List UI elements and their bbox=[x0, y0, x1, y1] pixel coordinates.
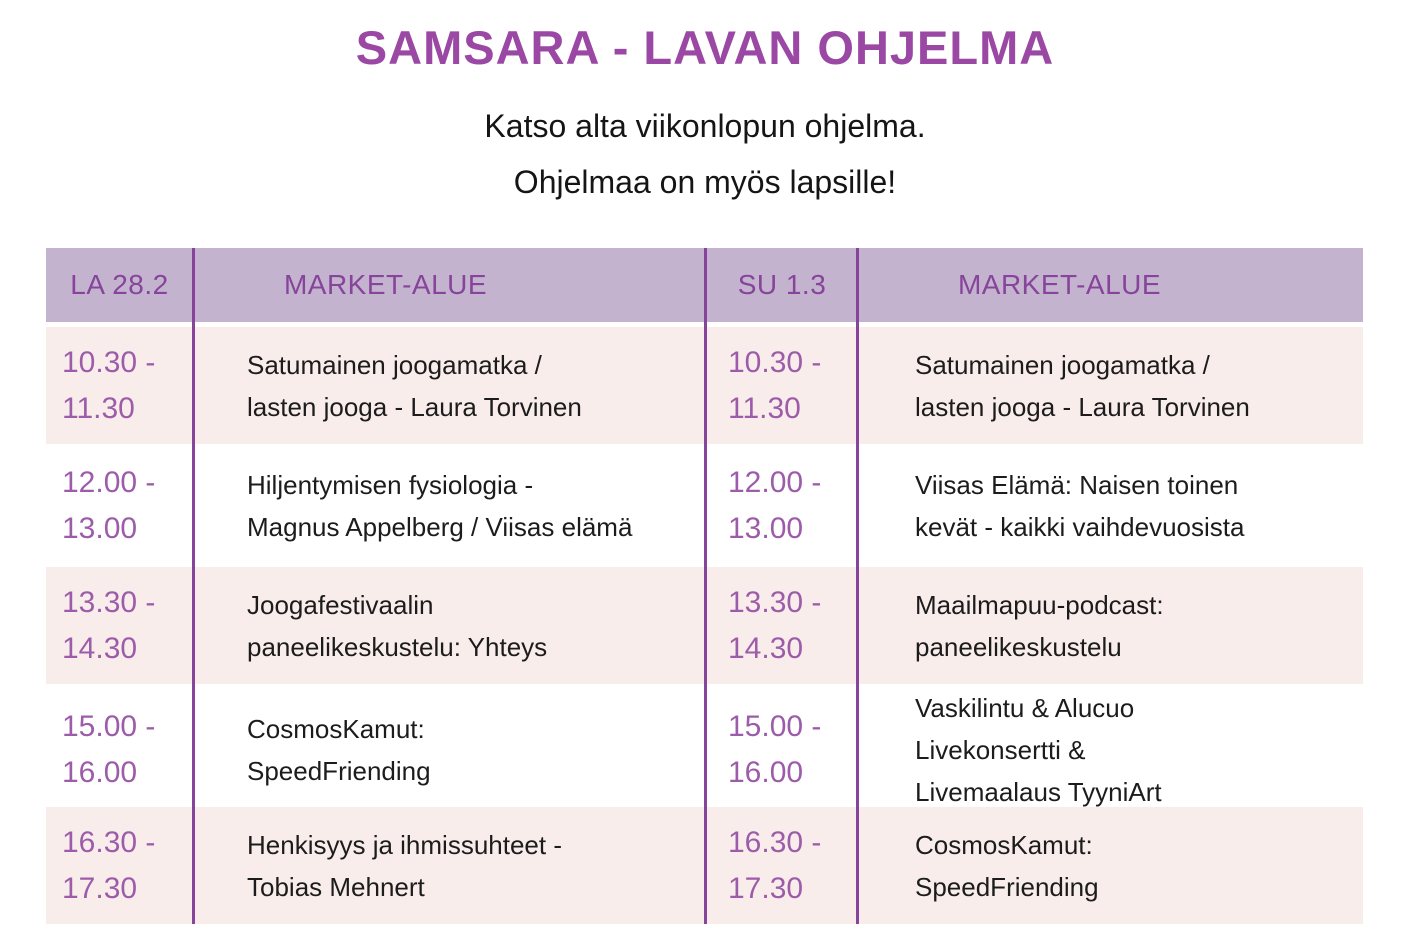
time-cell bbox=[706, 447, 858, 564]
subtitle bbox=[0, 98, 1410, 210]
time-cell bbox=[46, 687, 193, 813]
event-text: lasten jooga - Laura Torvinen bbox=[247, 391, 582, 422]
venue-header-sunday: MARKET-ALUE bbox=[957, 269, 1162, 300]
event-cell bbox=[193, 687, 706, 813]
event-text: Satumainen joogamatka / bbox=[247, 349, 542, 380]
time-text: 13.00 bbox=[728, 511, 804, 545]
time-cell bbox=[706, 687, 858, 813]
time-text: 16.00 bbox=[728, 756, 804, 789]
event-cell bbox=[858, 687, 1363, 813]
time-text: 13.00 bbox=[62, 511, 138, 545]
time-text: 11.30 bbox=[62, 391, 135, 425]
event-cell bbox=[193, 447, 706, 564]
event-text: Magnus Appelberg / Viisas elämä bbox=[247, 511, 633, 542]
time-cell bbox=[706, 327, 858, 444]
schedule-table bbox=[46, 248, 1363, 924]
event-text: Satumainen joogamatka / bbox=[915, 349, 1210, 380]
venue-header-saturday: MARKET-ALUE bbox=[283, 269, 488, 300]
column-divider bbox=[704, 248, 707, 924]
event-text: paneelikeskustelu bbox=[915, 631, 1122, 662]
time-text: 17.30 bbox=[728, 871, 804, 905]
day-header-saturday: LA 28.2 bbox=[70, 269, 169, 300]
time-cell bbox=[706, 567, 858, 684]
event-cell bbox=[858, 567, 1363, 684]
event-text: CosmosKamut: bbox=[915, 829, 1093, 860]
subtitle-line-2: Ohjelmaa on myös lapsille! bbox=[513, 164, 897, 200]
subtitle-line-1: Katso alta viikonlopun ohjelma. bbox=[484, 108, 926, 144]
column-divider bbox=[856, 248, 859, 924]
time-text: 10.30 - bbox=[728, 345, 822, 379]
event-text: kevät - kaikki vaihdevuosista bbox=[915, 511, 1245, 542]
event-cell bbox=[858, 327, 1363, 444]
event-text: paneelikeskustelu: Yhteys bbox=[247, 631, 548, 662]
event-text: Maailmapuu-podcast: bbox=[915, 589, 1164, 620]
event-text: SpeedFriending bbox=[915, 871, 1099, 902]
time-text: 12.00 - bbox=[728, 465, 822, 499]
event-text: Viisas Elämä: Naisen toinen bbox=[915, 469, 1239, 500]
day-header-sunday: SU 1.3 bbox=[737, 269, 827, 300]
event-cell bbox=[858, 807, 1363, 924]
time-cell bbox=[46, 327, 193, 444]
time-text: 13.30 - bbox=[62, 585, 156, 619]
time-text: 14.30 bbox=[728, 631, 804, 665]
time-text: 13.30 - bbox=[728, 585, 822, 619]
time-text: 15.00 - bbox=[62, 710, 156, 743]
event-text: Livemaalaus TyyniArt bbox=[915, 777, 1162, 807]
time-text: 17.30 bbox=[62, 871, 138, 905]
time-text: 16.30 - bbox=[728, 825, 822, 859]
time-text: 15.00 - bbox=[728, 710, 822, 743]
event-text: SpeedFriending bbox=[247, 756, 431, 786]
time-cell bbox=[46, 567, 193, 684]
time-cell bbox=[46, 447, 193, 564]
time-text: 14.30 bbox=[62, 631, 138, 665]
page-title: SAMSARA - LAVAN OHJELMA bbox=[355, 21, 1055, 74]
column-divider bbox=[192, 248, 195, 924]
event-cell bbox=[193, 567, 706, 684]
event-text: Joogafestivaalin bbox=[247, 589, 434, 620]
time-text: 16.00 bbox=[62, 756, 138, 789]
time-text: 16.30 - bbox=[62, 825, 156, 859]
event-text: CosmosKamut: bbox=[247, 714, 425, 744]
event-text: Hiljentymisen fysiologia - bbox=[247, 469, 534, 500]
time-cell bbox=[46, 807, 193, 924]
event-cell bbox=[858, 447, 1363, 564]
event-text: Vaskilintu & Alucuo bbox=[915, 693, 1135, 723]
event-text: lasten jooga - Laura Torvinen bbox=[915, 391, 1250, 422]
time-text: 10.30 - bbox=[62, 345, 156, 379]
event-cell bbox=[193, 327, 706, 444]
event-cell bbox=[193, 807, 706, 924]
event-text: Henkisyys ja ihmissuhteet - bbox=[247, 829, 562, 860]
time-text: 11.30 bbox=[728, 391, 801, 425]
time-cell bbox=[706, 807, 858, 924]
event-text: Livekonsertti & bbox=[915, 735, 1086, 765]
time-text: 12.00 - bbox=[62, 465, 156, 499]
event-text: Tobias Mehnert bbox=[247, 871, 425, 902]
